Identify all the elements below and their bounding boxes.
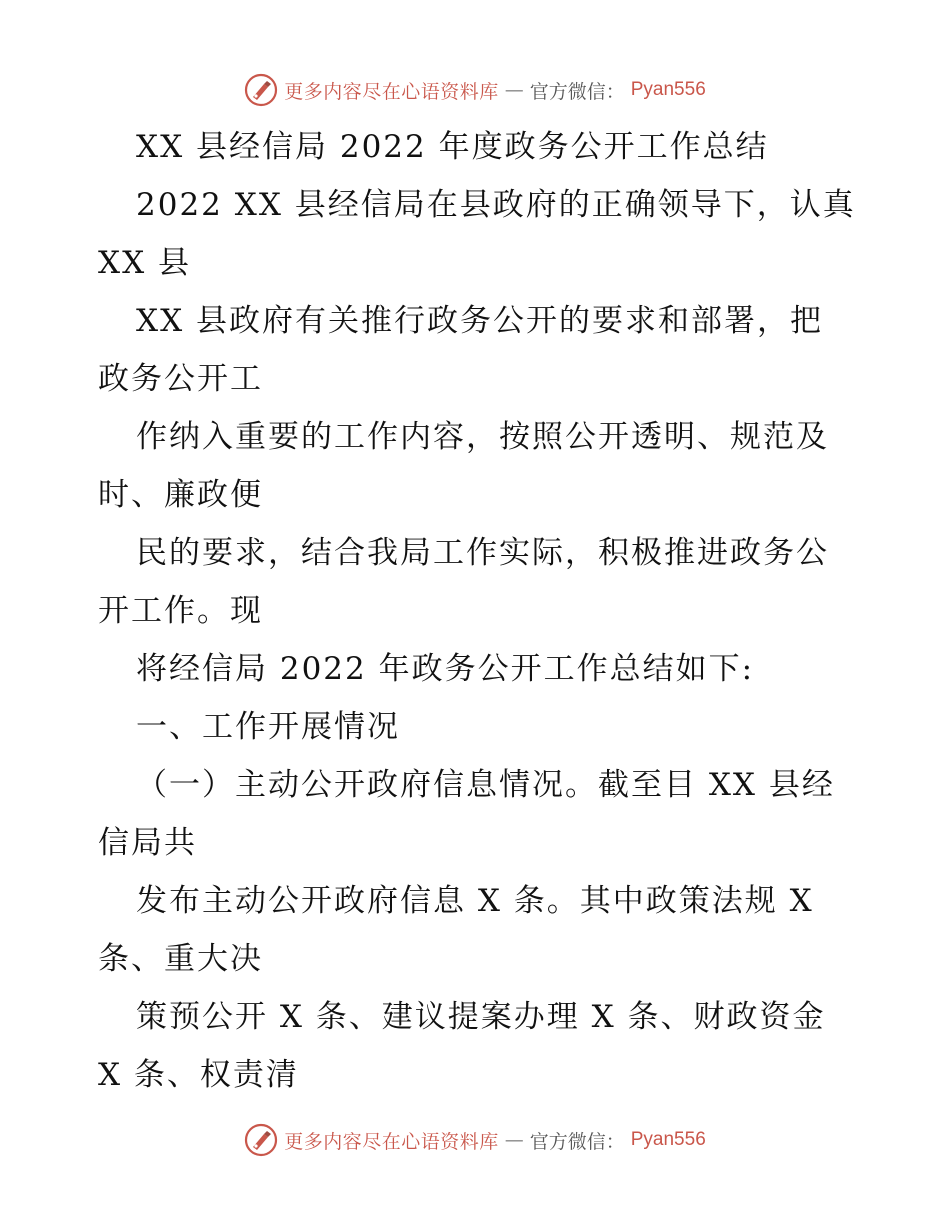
watermark-contact-label: 官方微信： (529, 80, 625, 103)
paragraph-line: 策预公开 X 条、建议提案办理 X 条、财政资金 (136, 999, 826, 1035)
pen-logo-icon (244, 1123, 278, 1157)
paragraph-line: 开工作。现 (98, 593, 263, 629)
watermark-separator: — (504, 1129, 524, 1151)
paragraph-line: 将经信局 2022 年政务公开工作总结如下: (136, 651, 755, 687)
paragraph-line: 发布主动公开政府信息 X 条。其中政策法规 X (136, 883, 814, 919)
section-heading: 一、工作开展情况 (136, 709, 400, 745)
document-body (98, 118, 858, 1104)
document-title: XX 县经信局 2022 年度政务公开工作总结 (136, 129, 769, 165)
watermark-text: 更多内容尽在心语资料库 (284, 1130, 499, 1153)
paragraph-line: 作纳入重要的工作内容，按照公开透明、规范及 (136, 419, 829, 455)
watermark-separator: — (504, 79, 524, 101)
watermark-header (0, 70, 950, 110)
paragraph-line: 条、重大决 (98, 941, 263, 977)
pen-logo-icon (244, 73, 278, 107)
paragraph-line: 政务公开工 (98, 361, 263, 397)
paragraph-line: 民的要求，结合我局工作实际，积极推进政务公 (136, 535, 829, 571)
paragraph-line: 2022 XX 县经信局在县政府的正确领导下，认真 (136, 187, 856, 223)
paragraph-line: XX 县政府有关推行政务公开的要求和部署，把 (136, 303, 823, 339)
watermark-contact-id: Pyan556 (630, 79, 706, 100)
watermark-contact-label: 官方微信： (529, 1130, 625, 1153)
subsection-heading: （一）主动公开政府信息情况。截至目 XX 县经 (136, 767, 835, 803)
paragraph-line: 信局共 (98, 825, 197, 861)
watermark-footer (0, 1120, 950, 1160)
paragraph-line: 时、廉政便 (98, 477, 263, 513)
paragraph-line: X 条、权责清 (98, 1057, 299, 1093)
watermark-text: 更多内容尽在心语资料库 (284, 80, 499, 103)
paragraph-line: XX 县 (98, 245, 191, 281)
watermark-contact-id: Pyan556 (630, 1129, 706, 1150)
